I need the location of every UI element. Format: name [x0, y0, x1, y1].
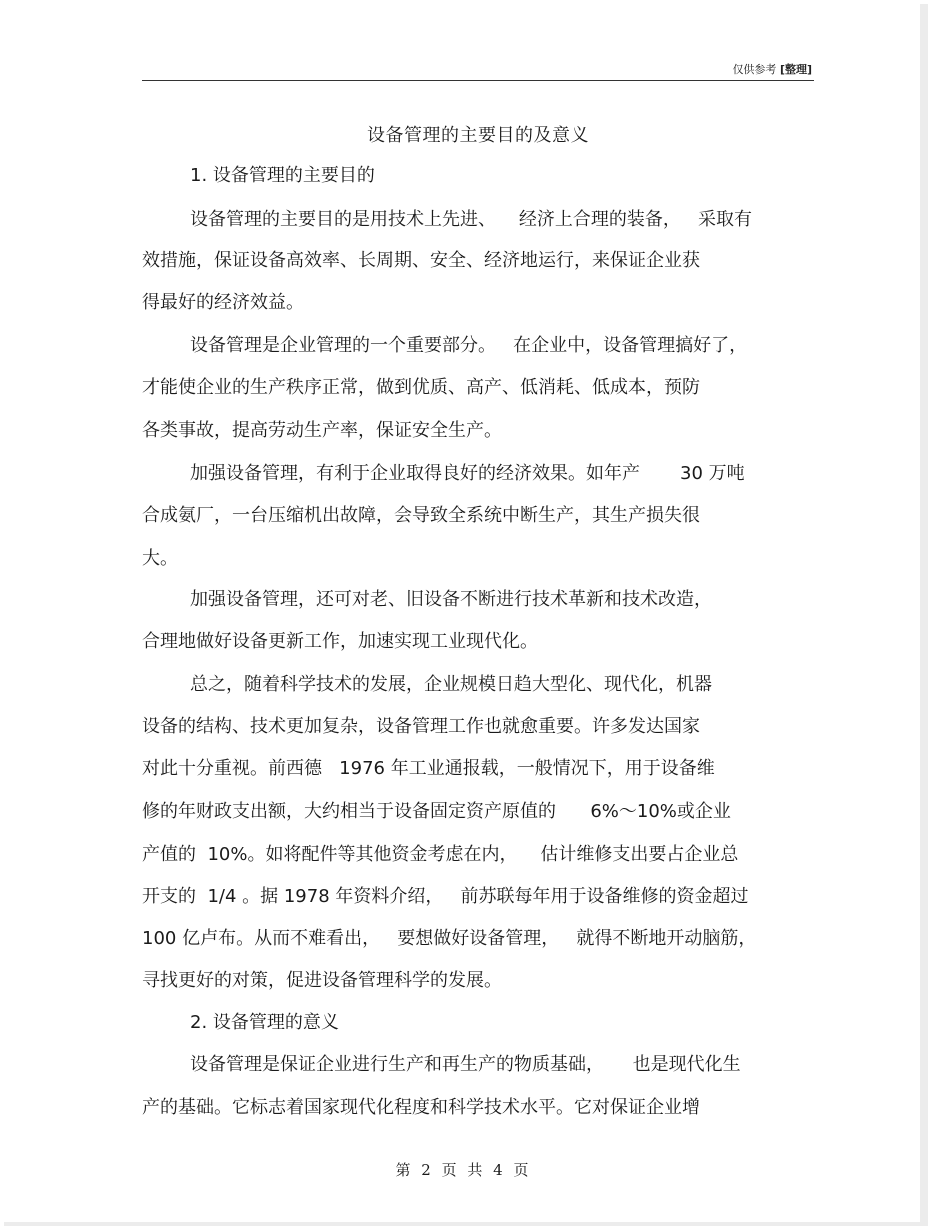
- body-line: 各类事故，提高劳动生产率，保证安全生产。: [142, 420, 502, 441]
- header-rule: [142, 80, 814, 81]
- header-tag: [整理]: [779, 63, 812, 76]
- body-line: 效措施，保证设备高效率、长周期、安全、经济地运行，来保证企业获: [142, 250, 700, 271]
- section-heading-2: 2. 设备管理的意义: [190, 1012, 339, 1033]
- body-line: 设备管理的主要目的是用技术上先进、 经济上合理的装备， 采取有: [190, 209, 753, 230]
- body-line: 才能使企业的生产秩序正常，做到优质、高产、低消耗、低成本，预防: [142, 377, 700, 398]
- body-line: 产值的 10%。如将配件等其他资金考虑在内， 估计维修支出要占企业总: [142, 844, 739, 865]
- body-line: 合成氨厂，一台压缩机出故障，会导致全系统中断生产，其生产损失很: [142, 505, 700, 526]
- body-line: 加强设备管理，有利于企业取得良好的经济效果。如年产 30 万吨: [190, 463, 745, 484]
- body-line: 总之，随着科学技术的发展，企业规模日趋大型化、现代化，机器: [190, 674, 712, 695]
- body-line: 设备管理是企业管理的一个重要部分。 在企业中，设备管理搞好了，: [190, 335, 748, 356]
- body-line: 得最好的经济效益。: [142, 292, 304, 313]
- body-line: 对此十分重视。前西德 1976 年工业通报载，一般情况下，用于设备维: [142, 758, 715, 779]
- page-footer: 第 2 页 共 4 页: [395, 1161, 529, 1179]
- body-line: 100 亿卢布。从而不难看出， 要想做好设备管理， 就得不断地开动脑筋，: [142, 928, 757, 949]
- body-line: 开支的 1/4 。据 1978 年资料介绍， 前苏联每年用于设备维修的资金超过: [142, 886, 749, 907]
- body-line: 加强设备管理，还可对老、旧设备不断进行技术革新和技术改造，: [190, 589, 712, 610]
- body-line: 合理地做好设备更新工作，加速实现工业现代化。: [142, 631, 538, 652]
- body-line: 寻找更好的对策，促进设备管理科学的发展。: [142, 970, 502, 991]
- section-heading-1: 1. 设备管理的主要目的: [190, 165, 375, 186]
- body-line: 修的年财政支出额，大约相当于设备固定资产原值的 6%～10%或企业: [142, 801, 731, 822]
- page-header: [142, 61, 812, 77]
- header-note: 仅供参考: [732, 63, 777, 76]
- body-line: 大。: [142, 548, 178, 569]
- body-line: 设备管理是保证企业进行生产和再生产的物质基础， 也是现代化生: [190, 1054, 741, 1075]
- document-title: 设备管理的主要目的及意义: [367, 125, 589, 146]
- body-line: 产的基础。它标志着国家现代化程度和科学技术水平。它对保证企业增: [142, 1097, 700, 1118]
- document-page: [4, 4, 928, 1226]
- body-line: 设备的结构、技术更加复杂，设备管理工作也就愈重要。许多发达国家: [142, 716, 700, 737]
